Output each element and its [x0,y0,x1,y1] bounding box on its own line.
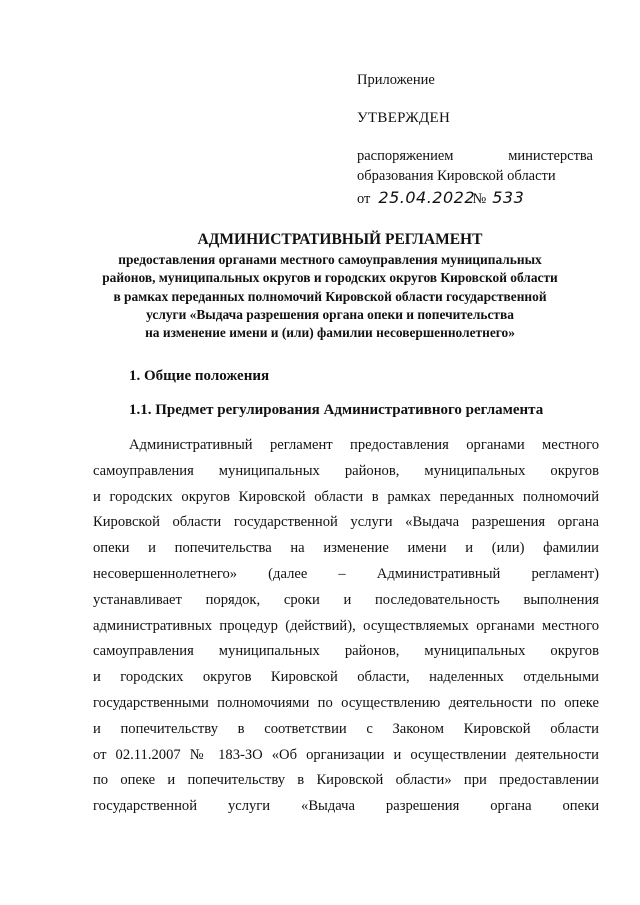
body-line: от 02.11.2007 № 183-ЗО «Об организации и осуществлении деятельности [93,746,599,763]
approval-line-1 [357,148,593,165]
approval-line-2: образования Кировской области [357,168,556,184]
document-title: АДМИНИСТРАТИВНЫЙ РЕГЛАМЕНТ [197,231,483,248]
body-line: государственной услуги «Выдача разрешения органа опеки [93,798,599,815]
subtitle-line: на изменение имени и (или) фамилии несовершеннолетнего» [145,325,515,341]
approval-line-1-left: распоряжением [357,148,454,164]
subtitle-line: районов, муниципальных округов и городских округов Кировской области [102,270,558,286]
document-subtitle [40,251,620,342]
section-heading: 1. Общие положения [129,368,270,384]
body-line: устанавливает порядок, сроки и последовательность выполнения [93,591,599,608]
from-label: от [357,191,371,207]
number-sign: № [472,191,487,207]
body-line: по опеке и попечительству в Кировской области» при предоставлении [93,772,599,789]
body-line: опеки и попечительства на изменение имени и (или) фамилии [93,540,599,557]
body-line: самоуправления муниципальных районов, муниципальных округов [93,462,599,479]
appendix-label: Приложение [357,72,435,88]
subsection-heading: 1.1. Предмет регулирования Административного регламента [129,402,544,418]
approval-line-1-right: министерства [508,148,593,164]
body-line: самоуправления муниципальных районов, муниципальных округов [93,643,599,660]
handwritten-doc-number: 533 [492,188,525,207]
body-line: и городских округов Кировской области, наделенных отдельными [93,669,599,686]
body-line: Административный регламент предоставления органами местного [129,437,599,453]
subtitle-line: предоставления органами местного самоуправления муниципальных [118,252,542,267]
body-line: несовершеннолетнего» (далее – Административный регламент) [93,565,599,582]
body-line: государственными полномочиями по осуществлению деятельности по опеке [93,694,599,711]
body-line: и городских округов Кировской области в рамках переданных полномочий [93,488,599,505]
body-line: Кировской области государственной услуги «Выдача разрешения органа [93,514,599,531]
body-text [93,433,599,820]
handwritten-date: 25.04.2022 [378,188,476,207]
approval-date-line [357,188,524,208]
body-line: административных процедур (действий), осуществляемых органами местного [93,617,599,634]
subtitle-line: в рамках переданных полномочий Кировской области государственной [113,288,547,304]
subtitle-line: услуги «Выдача разрешения органа опеки и попечительства [146,306,514,322]
approved-label: УТВЕРЖДЕН [357,110,451,126]
body-line: и попечительству в соответствии с Законом Кировской области [93,720,599,737]
